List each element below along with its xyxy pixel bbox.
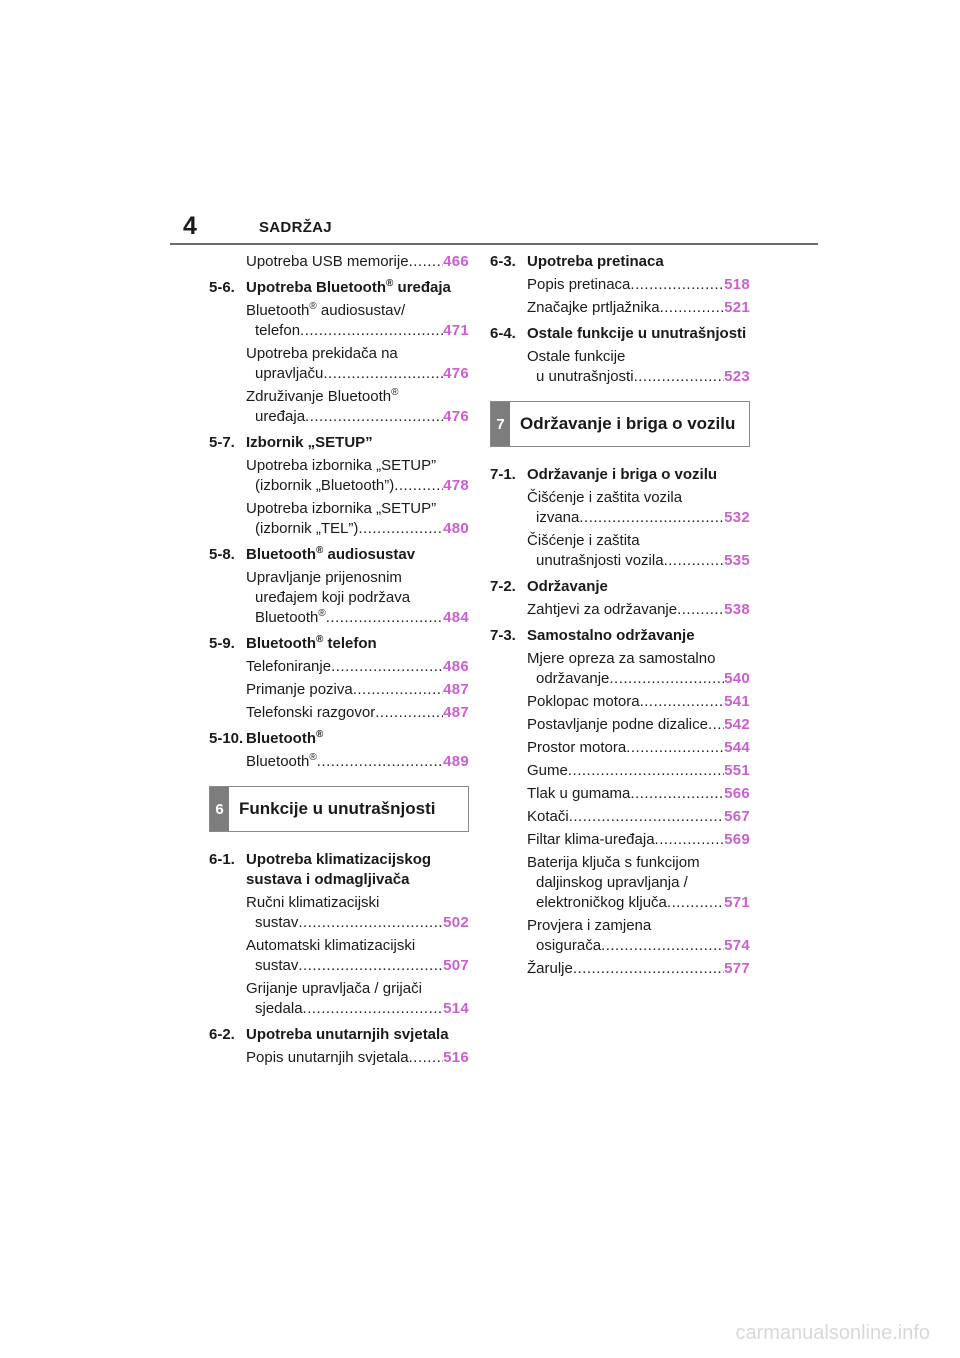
section-code: 6-3. (490, 253, 516, 270)
dot-leader (601, 936, 724, 956)
section-code: 6-1. (209, 851, 235, 868)
toc-entry-text: Provjera i zamjena (527, 917, 652, 934)
section-heading-text: Bluetooth® telefon (246, 634, 377, 652)
dot-leader (375, 703, 443, 723)
page-reference-link[interactable]: 487 (443, 681, 469, 698)
toc-entry-text: daljinskog upravljanja / (536, 874, 688, 891)
section-heading-text: Upotreba unutarnjih svjetala (246, 1026, 449, 1043)
dot-leader (298, 913, 443, 933)
toc-entry-text: Kotači (527, 808, 569, 825)
page-reference-link[interactable]: 466 (443, 253, 469, 270)
toc-entry-text: elektroničkog ključa (536, 894, 667, 911)
dot-leader (323, 364, 443, 384)
toc-entry[interactable] (209, 657, 469, 677)
section-heading-text: Upotreba klimatizacijskog (246, 851, 432, 868)
toc-entry-text: sustav (255, 914, 299, 931)
toc-entry-text: Bluetooth® (255, 608, 326, 626)
chapter-number-tab: 6 (210, 787, 229, 831)
dot-leader (300, 321, 443, 341)
toc-entry-text: Mjere opreza za samostalno (527, 650, 716, 667)
section-heading-text: sustava i odmagljivača (246, 871, 410, 888)
toc-section-heading[interactable] (490, 324, 750, 344)
toc-entry[interactable] (490, 488, 750, 528)
dot-leader (630, 275, 724, 295)
toc-entry[interactable] (490, 692, 750, 712)
dot-leader (358, 519, 443, 539)
dot-leader (664, 551, 724, 571)
dot-leader (568, 761, 724, 781)
toc-section-heading[interactable] (209, 433, 469, 453)
toc-entry[interactable] (209, 752, 469, 772)
toc-entry-text: osigurača (536, 937, 602, 954)
toc-entry-text: Ostale funkcije (527, 348, 626, 365)
footer (0, 1300, 960, 1358)
page-reference-link[interactable]: 516 (443, 1049, 469, 1066)
page-reference-link[interactable]: 484 (443, 609, 469, 626)
dot-leader (634, 367, 725, 387)
page-reference-link[interactable]: 471 (443, 322, 469, 339)
page-reference-link[interactable]: 535 (724, 552, 750, 569)
section-title: SADRŽAJ (259, 219, 332, 236)
toc-entry-text: Čišćenje i zaštita (527, 532, 640, 549)
toc-entry[interactable] (490, 347, 750, 387)
toc-entry[interactable] (490, 298, 750, 318)
toc-entry[interactable] (490, 275, 750, 295)
toc-entry-text: (izbornik „Bluetooth”) (255, 477, 395, 494)
toc-entry-text: održavanje (536, 670, 610, 687)
section-heading-text: Bluetooth® audiosustav (246, 545, 416, 563)
page-reference-link[interactable]: 542 (724, 716, 750, 733)
dot-leader (353, 680, 443, 700)
section-code: 7-3. (490, 627, 516, 644)
toc-entry-text: Bluetooth® (246, 752, 317, 770)
page-number: 4 (183, 212, 197, 240)
section-heading-text: Upotreba Bluetooth® uređaja (246, 278, 451, 296)
toc-entry-text: Zahtjevi za održavanje (527, 601, 678, 618)
toc-entry-text: Gume (527, 762, 568, 779)
dot-leader (303, 999, 444, 1019)
toc-entry-text: Poklopac motora (527, 693, 640, 710)
toc-entry[interactable] (490, 738, 750, 758)
page-reference-link[interactable]: 577 (724, 960, 750, 977)
section-code: 7-1. (490, 466, 516, 483)
section-heading-text: Održavanje i briga o vozilu (527, 466, 718, 483)
dot-leader (326, 608, 443, 628)
dot-leader (573, 959, 724, 979)
page-reference-link[interactable]: 486 (443, 658, 469, 675)
toc-entry-text: Telefoniranje (246, 658, 332, 675)
page-reference-link[interactable]: 478 (443, 477, 469, 494)
dot-leader (394, 476, 443, 496)
toc-entry-text: Upotreba USB memorije (246, 253, 409, 270)
page-reference-link[interactable]: 518 (724, 276, 750, 293)
section-code: 5-8. (209, 546, 235, 563)
page-reference-link[interactable]: 544 (724, 739, 750, 756)
toc-section-heading[interactable] (209, 545, 469, 565)
dot-leader (677, 600, 724, 620)
toc-entry[interactable] (209, 252, 469, 272)
toc-entry-text: Postavljanje podne dizalice (527, 716, 708, 733)
toc-entry[interactable] (490, 600, 750, 620)
section-code: 7-2. (490, 578, 516, 595)
toc-entry-text: uređaja (255, 408, 306, 425)
toc-entry-text: Prostor motora (527, 739, 627, 756)
toc-section-heading[interactable] (209, 850, 469, 890)
dot-leader (708, 715, 724, 735)
section-code: 6-4. (490, 325, 516, 342)
section-code: 6-2. (209, 1026, 235, 1043)
section-code: 5-6. (209, 279, 235, 296)
toc-section-heading[interactable] (490, 252, 750, 272)
page-reference-link[interactable]: 514 (443, 1000, 469, 1017)
toc-entry-text: Grijanje upravljača / grijači (246, 980, 422, 997)
toc-entry[interactable] (209, 301, 469, 341)
dot-leader (655, 830, 725, 850)
section-heading-text: Upotreba pretinaca (527, 253, 664, 270)
header-divider (170, 243, 818, 245)
page-reference-link[interactable]: 523 (724, 368, 750, 385)
dot-leader (609, 669, 724, 689)
page-reference-link[interactable]: 538 (724, 601, 750, 618)
toc-section-heading[interactable] (209, 1025, 469, 1045)
toc-entry[interactable] (209, 680, 469, 700)
page-reference-link[interactable]: 551 (724, 762, 750, 779)
toc-entry-text: u unutrašnjosti (536, 368, 634, 385)
toc-section-heading[interactable] (209, 634, 469, 654)
toc-entry[interactable] (209, 1048, 469, 1068)
dot-leader (569, 807, 724, 827)
toc-entry-text: Značajke prtljažnika (527, 299, 660, 316)
toc-entry-text: Upotreba prekidača na (246, 345, 398, 362)
dot-leader (409, 1048, 443, 1068)
page-reference-link[interactable]: 569 (724, 831, 750, 848)
chapter-title: Održavanje i briga o vozilu (520, 414, 736, 433)
toc-entry[interactable] (209, 456, 469, 496)
dot-leader (317, 752, 443, 772)
toc-entry-text: Popis pretinaca (527, 276, 631, 293)
toc-section-heading[interactable] (490, 465, 750, 485)
toc-entry[interactable] (209, 499, 469, 539)
dot-leader (630, 784, 724, 804)
toc-entry-text: (izbornik „TEL”) (255, 520, 359, 537)
dot-leader (667, 893, 724, 913)
page-reference-link[interactable]: 521 (724, 299, 750, 316)
toc-section-heading[interactable] (209, 729, 469, 749)
page-reference-link[interactable]: 574 (724, 937, 750, 954)
page-reference-link[interactable]: 532 (724, 509, 750, 526)
toc-section-heading[interactable] (209, 278, 469, 298)
toc-entry[interactable] (490, 784, 750, 804)
page-reference-link[interactable]: 480 (443, 520, 469, 537)
dot-leader (298, 956, 443, 976)
section-heading-text: Samostalno održavanje (527, 627, 695, 644)
toc-entry[interactable] (490, 916, 750, 956)
section-heading-text: Bluetooth® (246, 729, 324, 747)
toc-entry-text: Telefonski razgovor (246, 704, 376, 721)
dot-leader (626, 738, 724, 758)
section-code: 5-9. (209, 635, 235, 652)
section-code: 5-7. (209, 434, 235, 451)
section-heading-text: Izbornik „SETUP” (246, 434, 373, 451)
toc-entry-text: Baterija ključa s funkcijom (527, 854, 700, 871)
toc-entry-text: izvana (536, 509, 580, 526)
dot-leader (640, 692, 725, 712)
toc-entry-text: Upotreba izbornika „SETUP” (246, 500, 437, 517)
page-reference-link[interactable]: 567 (724, 808, 750, 825)
toc-entry-text: Primanje poziva (246, 681, 353, 698)
toc-entry[interactable] (209, 703, 469, 723)
page-reference-link[interactable]: 476 (443, 408, 469, 425)
section-heading-text: Ostale funkcije u unutrašnjosti (527, 325, 747, 342)
page-reference-link[interactable]: 487 (443, 704, 469, 721)
toc-right-column (490, 252, 750, 982)
page-reference-link[interactable]: 571 (724, 894, 750, 911)
toc-entry[interactable] (209, 387, 469, 427)
toc-entry[interactable] (490, 531, 750, 571)
toc-entry[interactable] (209, 979, 469, 1019)
toc-entry[interactable] (209, 893, 469, 933)
dot-leader (579, 508, 724, 528)
toc-entry[interactable] (490, 830, 750, 850)
dot-leader (660, 298, 725, 318)
toc-entry-text: sustav (255, 957, 299, 974)
toc-entry-text: Žarulje (527, 960, 573, 977)
toc-entry[interactable] (490, 959, 750, 979)
page-reference-link[interactable]: 566 (724, 785, 750, 802)
toc-entry-text: telefon (255, 322, 301, 339)
toc-entry-text: Tlak u gumama (527, 785, 631, 802)
chapter-heading-7 (490, 401, 750, 447)
section-heading-text: Održavanje (527, 578, 608, 595)
toc-entry-text: Čišćenje i zaštita vozila (527, 489, 683, 506)
dot-leader (409, 252, 444, 272)
toc-entry[interactable] (490, 807, 750, 827)
toc-entry-text: Filtar klima-uređaja (527, 831, 655, 848)
toc-entry-text: Ručni klimatizacijski (246, 894, 380, 911)
toc-section-heading[interactable] (490, 626, 750, 646)
toc-entry[interactable] (490, 761, 750, 781)
toc-entry-text: Združivanje Bluetooth® (246, 387, 399, 405)
section-code: 5-10. (209, 730, 244, 747)
toc-entry-text: Upravljanje prijenosnim (246, 569, 402, 586)
toc-section-heading[interactable] (490, 577, 750, 597)
toc-left-column (209, 252, 469, 1071)
toc-entry[interactable] (209, 344, 469, 384)
dot-leader (305, 407, 443, 427)
page-reference-link[interactable]: 540 (724, 670, 750, 687)
toc-entry[interactable] (490, 649, 750, 689)
page-reference-link[interactable]: 476 (443, 365, 469, 382)
page-reference-link[interactable]: 507 (443, 957, 469, 974)
chapter-number-tab: 7 (491, 402, 510, 446)
toc-entry-text: Bluetooth® audiosustav/ (246, 301, 406, 319)
page-reference-link[interactable]: 502 (443, 914, 469, 931)
toc-entry-text: Automatski klimatizacijski (246, 937, 416, 954)
toc-entry[interactable] (490, 715, 750, 735)
toc-entry[interactable] (209, 568, 469, 628)
toc-entry-text: sjedala (255, 1000, 303, 1017)
chapter-title: Funkcije u unutrašnjosti (239, 799, 436, 818)
toc-entry-text: unutrašnjosti vozila (536, 552, 664, 569)
footer-watermark[interactable]: carmanualsonline.info (735, 1322, 930, 1344)
toc-entry-text: uređajem koji podržava (255, 589, 411, 606)
page-reference-link[interactable]: 541 (724, 693, 750, 710)
toc-entry[interactable] (490, 853, 750, 913)
page-reference-link[interactable]: 489 (443, 753, 469, 770)
chapter-heading-6 (209, 786, 469, 832)
toc-entry-text: upravljaču (255, 365, 324, 382)
toc-entry-text: Popis unutarnjih svjetala (246, 1049, 409, 1066)
toc-entry[interactable] (209, 936, 469, 976)
dot-leader (331, 657, 443, 677)
toc-entry-text: Upotreba izbornika „SETUP” (246, 457, 437, 474)
